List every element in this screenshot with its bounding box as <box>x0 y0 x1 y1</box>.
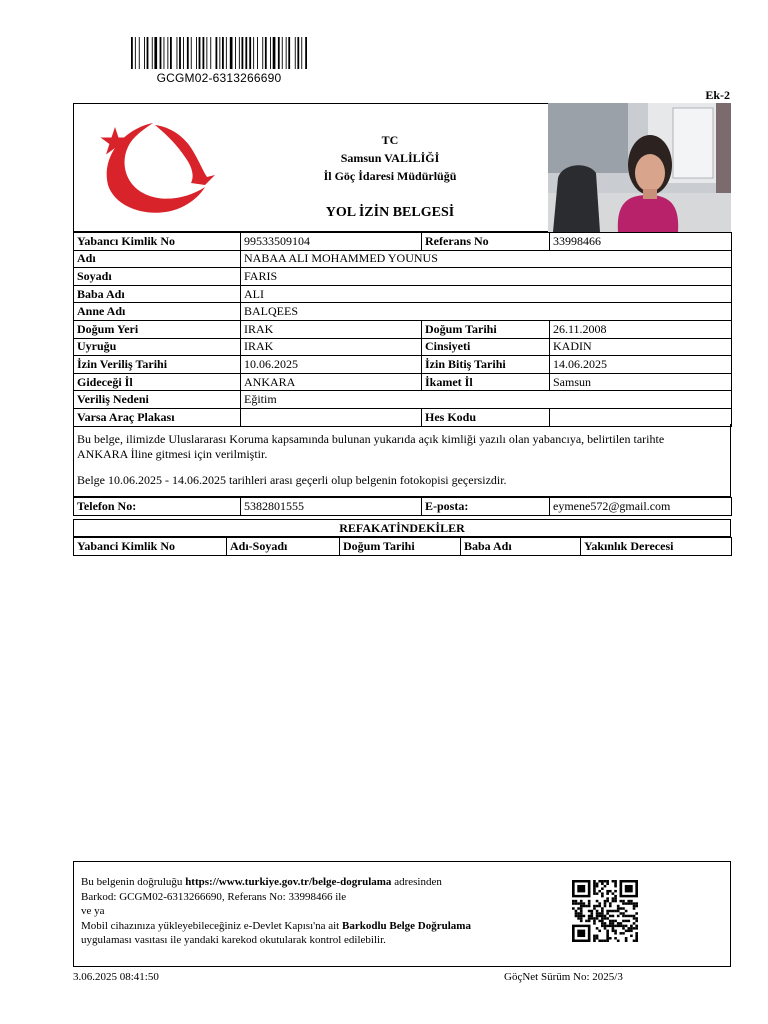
name-label: Adı <box>74 250 241 268</box>
reference-value: 33998466 <box>550 233 732 251</box>
residence-label: İkamet İl <box>422 373 550 391</box>
table-row <box>74 250 732 268</box>
barcode-image <box>131 37 307 69</box>
version-label: GöçNet Sürüm No: 2025/3 <box>504 971 623 983</box>
table-row <box>74 391 732 409</box>
mother-name-label: Anne Adı <box>74 303 241 321</box>
surname-value: FARIS <box>241 268 732 286</box>
table-row <box>74 498 732 516</box>
foreign-id-label: Yabancı Kimlik No <box>74 233 241 251</box>
print-timestamp: 3.06.2025 08:41:50 <box>73 971 159 983</box>
crescent-star-emblem-icon <box>95 115 217 217</box>
surname-label: Soyadı <box>74 268 241 286</box>
document-title: YOL İZİN BELGESİ <box>325 205 455 220</box>
table-row <box>74 356 732 374</box>
holder-photo <box>548 103 731 232</box>
nationality-value: IRAK <box>241 338 422 356</box>
birthplace-value: IRAK <box>241 320 422 338</box>
header-directorate: İl Göç İdaresi Müdürlüğü <box>323 169 457 183</box>
residence-value: Samsun <box>550 373 732 391</box>
name-value: NABAA ALI MOHAMMED YOUNUS <box>241 250 732 268</box>
qr-code-icon <box>572 880 638 942</box>
mobile-app-name: Barkodlu Belge Doğrulama <box>342 919 471 932</box>
table-row <box>74 303 732 321</box>
hes-code-label: Hes Kodu <box>422 408 550 426</box>
or-line: ve ya <box>81 905 105 917</box>
companions-title: REFAKATİNDEKİLER <box>73 519 731 537</box>
header-country: TC <box>381 133 399 147</box>
verify-url-link[interactable]: https://www.turkiye.gov.tr/belge-dogrulama <box>185 876 392 888</box>
issue-date-value: 10.06.2025 <box>241 356 422 374</box>
table-row <box>74 338 732 356</box>
companion-col-name: Adı-Soyadı <box>227 538 340 556</box>
birthplace-label: Doğum Yeri <box>74 320 241 338</box>
gender-label: Cinsiyeti <box>422 338 550 356</box>
table-header-row <box>74 538 732 556</box>
destination-value: ANKARA <box>241 373 422 391</box>
table-row <box>74 233 732 251</box>
table-row <box>74 285 732 303</box>
companion-col-birthdate: Doğum Tarihi <box>340 538 461 556</box>
table-row <box>74 320 732 338</box>
note-line-1: Bu belge, ilimizde Uluslararası Koruma kapsamında bulunan yukarıda açık kimliği yazılı olan yabancıya, belirtilen tarihte <box>77 432 665 446</box>
contact-table <box>73 497 732 516</box>
personal-info-table <box>73 232 732 427</box>
table-row <box>74 268 732 286</box>
permit-note <box>73 424 731 497</box>
reason-label: Veriliş Nedeni <box>74 391 241 409</box>
nationality-label: Uyruğu <box>74 338 241 356</box>
note-line-2: ANKARA İline gitmesi için verilmiştir. <box>77 447 268 461</box>
father-name-value: ALI <box>241 285 732 303</box>
end-date-label: İzin Bitiş Tarihi <box>422 356 550 374</box>
reference-label: Referans No <box>422 233 550 251</box>
verify-suffix: adresinden <box>391 876 442 888</box>
validity-statement: Belge 10.06.2025 - 14.06.2025 tarihleri arası geçerli olup belgenin fotokopisi geçersizdir. <box>77 473 507 487</box>
birthdate-label: Doğum Tarihi <box>422 320 550 338</box>
foreign-id-value: 99533509104 <box>241 233 422 251</box>
companion-col-father: Baba Adı <box>461 538 581 556</box>
issuing-authority <box>300 131 480 185</box>
verify-prefix: Bu belgenin doğruluğu <box>81 876 186 888</box>
birthdate-value: 26.11.2008 <box>550 320 732 338</box>
email-label: E-posta: <box>422 498 550 516</box>
companion-col-relation: Yakınlık Derecesi <box>581 538 732 556</box>
mother-name-value: BALQEES <box>241 303 732 321</box>
mobile-prefix: Mobil cihazınıza yükleyebileceğiniz e-Devlet Kapısı'na ait <box>81 919 342 932</box>
barcode-reference-line: Barkod: GCGM02-6313266690, Referans No: 33998466 ile <box>81 890 347 903</box>
reason-value: Eğitim <box>241 391 732 409</box>
destination-label: Gideceği İl <box>74 373 241 391</box>
father-name-label: Baba Adı <box>74 285 241 303</box>
email-value: eymene572@gmail.com <box>550 498 732 516</box>
gender-value: KADIN <box>550 338 732 356</box>
companion-col-id: Yabanci Kimlik No <box>74 538 227 556</box>
annex-label: Ek-2 <box>705 88 730 102</box>
plate-label: Varsa Araç Plakası <box>74 408 241 426</box>
phone-label: Telefon No: <box>74 498 241 516</box>
issue-date-label: İzin Veriliş Tarihi <box>74 356 241 374</box>
companions-table <box>73 537 732 556</box>
verification-text <box>81 875 561 948</box>
header-governorship: Samsun VALİLİĞİ <box>340 151 440 165</box>
end-date-value: 14.06.2025 <box>550 356 732 374</box>
phone-value: 5382801555 <box>241 498 422 516</box>
table-row <box>74 373 732 391</box>
mobile-suffix: uygulaması vasıtası ile yandaki karekod okutularak kontrol edilebilir. <box>81 934 386 946</box>
barcode-number: GCGM02-6313266690 <box>156 71 282 85</box>
